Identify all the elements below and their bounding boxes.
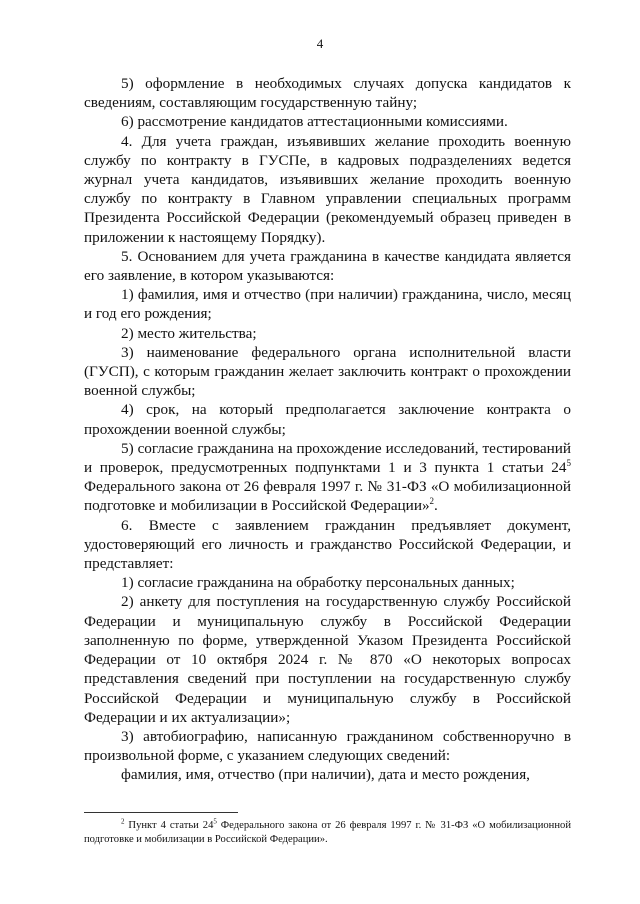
paragraph: 2) место жительства; [121, 324, 257, 342]
paragraph: 1) согласие гражданина на обработку персональных данных; [121, 574, 515, 592]
paragraph: 5) оформление в необходимых случаях допуска кандидатов к сведениям, составляющим государственную тайну; [84, 75, 571, 112]
paragraph: 4. Для учета граждан, изъявивших желание проходить военную службу по контракту в ГУСПе, в кадровых подразделениях ведется журнал учета кандидатов, изъявивших желание проходить военную службу по контракту в Главном управлении специальных программ Президента Российской Федерации (рекомендуемый образец приведен в приложении к настоящему Порядку). [84, 132, 571, 246]
paragraph-with-footnote-ref [84, 439, 571, 516]
paragraph: 6. Вместе с заявлением гражданин предъявляет документ, удостоверяющий его личность и гражданство Российской Федерации, и представляет: [84, 516, 571, 573]
footnote-reference: 2 [429, 496, 435, 507]
footnote-separator [84, 812, 238, 813]
paragraph: 1) фамилия, имя и отчество (при наличии) гражданина, число, месяц и год его рождения; [84, 286, 571, 323]
article-superscript: 5 [566, 458, 571, 468]
paragraph: 3) автобиографию, написанную гражданином собственноручно в произвольной форме, с указанием следующих сведений: [84, 727, 571, 765]
paragraph: 4) срок, на который предполагается заключение контракта о прохождении военной службы; [84, 401, 571, 438]
paragraph: 5. Основанием для учета гражданина в качестве кандидата является его заявление, в котором указываются: [84, 247, 571, 285]
paragraph: 6) рассмотрение кандидатов аттестационными комиссиями. [121, 113, 508, 131]
article-superscript: 5 [213, 817, 217, 826]
paragraph-text: Федерального закона от 26 февраля 1997 г. № 31-ФЗ «О мобилизационной подготовке и мобилизации в Российской Федерации» [84, 478, 571, 515]
page-number: 4 [316, 36, 324, 51]
paragraph: 3) наименование федерального органа исполнительной власти (ГУСП), с которым гражданин желает заключить контракт о прохождении военной службы; [84, 343, 571, 400]
footnote-text-part: Федерального закона от 26 февраля 1997 г. № 31-ФЗ «О мобилизационной подготовке и мобилизации в Российской Федерации». [84, 820, 571, 845]
paragraph: 2) анкету для поступления на государственную службу Российской Федерации и муниципальную службу в Российской Федерации заполненную по форме, утвержденной Указом Президента Российской Федерации от 10 октября 2024 г. № 870 «О некоторых вопросах представления сведений при поступлении на государственную службу Российской Федерации и муниципальную службу в Российской Федерации и их актуализации»; [84, 593, 571, 726]
paragraph: фамилия, имя, отчество (при наличии), дата и место рождения, [121, 766, 530, 784]
document-body [84, 74, 571, 785]
footnote [84, 819, 571, 847]
paragraph-text: 5) согласие гражданина на прохождение исследований, тестирований и проверок, предусмотренных подпунктами 1 и 3 пункта 1 статьи 24 [84, 439, 571, 477]
footnote-text [84, 819, 571, 847]
paragraph-text: . [434, 497, 438, 515]
footnote-text-part: Пункт 4 статьи 24 [124, 820, 214, 831]
footnote-marker: 2 [121, 817, 125, 826]
